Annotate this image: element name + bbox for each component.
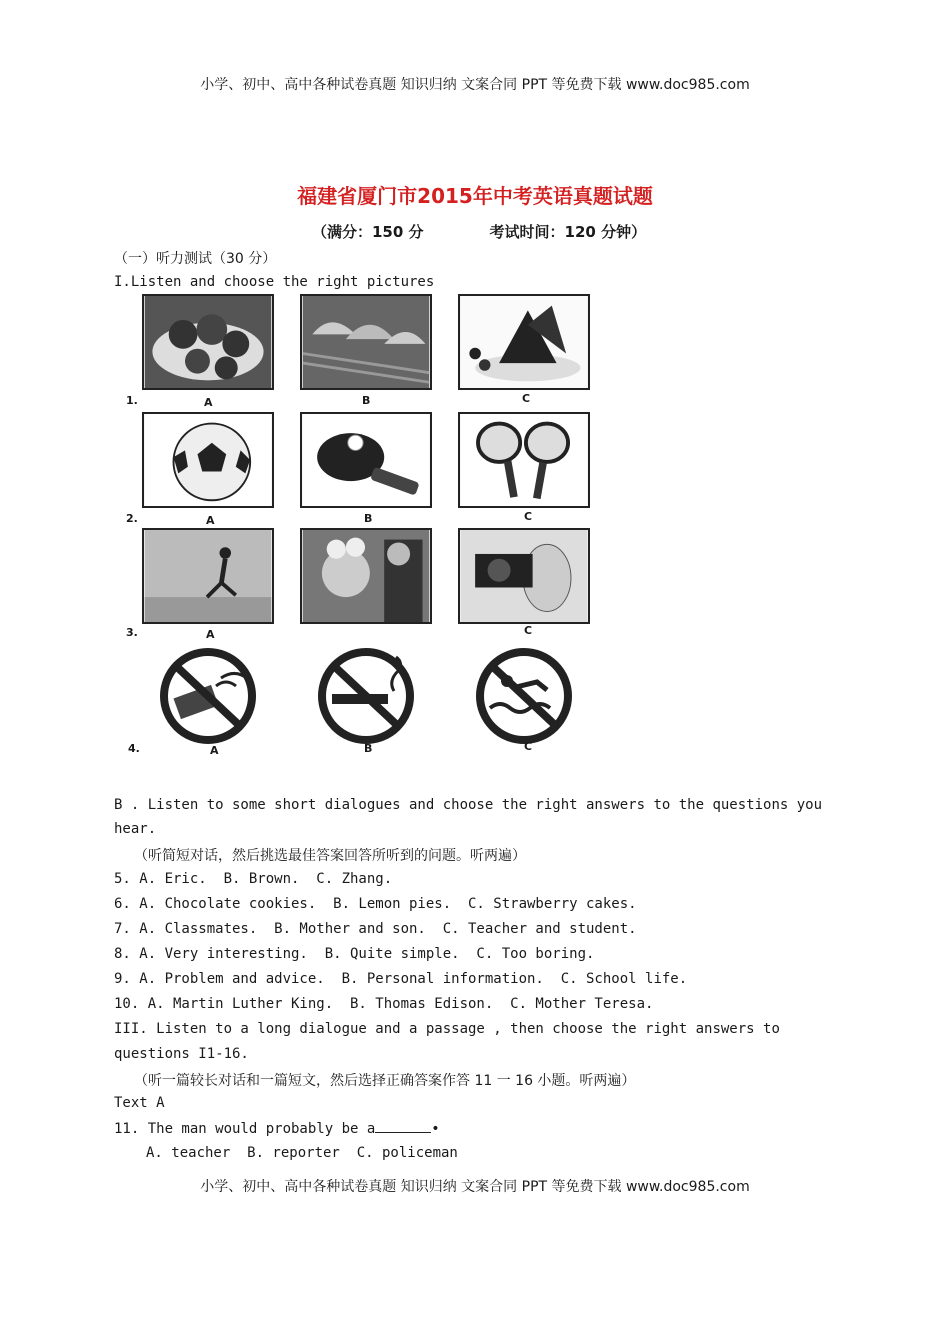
page-title: 福建省厦门市2015年中考英语真题试题 — [297, 184, 653, 208]
picture-label: A — [206, 628, 215, 641]
exam-time: 考试时间：120 分钟） — [489, 223, 647, 241]
question-10: 10. A. Martin Luther King. B. Thomas Edison. C. Mother Teresa. — [114, 996, 654, 1012]
picture-label: B — [362, 394, 371, 407]
row-number: 3. — [126, 626, 138, 639]
question-7: 7. A. Classmates. B. Mother and son. C. Teacher and student. — [114, 921, 637, 937]
picture-label: C — [524, 510, 533, 523]
picture-1c-zongzi — [458, 294, 590, 390]
picture-1b-dumplings — [300, 294, 432, 390]
question-5: 5. A. Eric. B. Brown. C. Zhang. — [114, 871, 393, 887]
part3-instruction: III. Listen to a long dialogue and a passage , then choose the right answers to — [114, 1021, 780, 1037]
picture-label: B — [364, 742, 373, 755]
question-11-end: • — [431, 1121, 440, 1137]
picture-2b-ping-pong — [300, 412, 432, 508]
answer-blank — [375, 1120, 431, 1133]
picture-3c-photographer — [458, 528, 590, 624]
picture-2a-soccer-ball — [142, 412, 274, 508]
picture-label: C — [524, 740, 533, 753]
partB-note: （听简短对话，然后挑选最佳答案回答所听到的问题。听两遍） — [134, 848, 526, 864]
picture-3a-runner — [142, 528, 274, 624]
row-number: 4. — [128, 742, 140, 755]
picture-label: A — [210, 744, 219, 757]
question-11-options: A. teacher B. reporter C. policeman — [146, 1145, 458, 1161]
part3-note: （听一篇较长对话和一篇短文，然后选择正确答案作答 11 一 16 小题。听两遍） — [134, 1073, 636, 1089]
picture-label: B — [364, 512, 373, 525]
picture-label: C — [524, 624, 533, 637]
picture-4c-no-swimming-sign — [462, 646, 586, 746]
picture-label: A — [204, 396, 213, 409]
picture-2c-tennis-rackets — [458, 412, 590, 508]
picture-label: A — [206, 514, 215, 527]
page-header: 小学、初中、高中各种试卷真题 知识归纳 文案合同 PPT 等免费下载 www.doc985.com — [200, 77, 750, 93]
part1-instruction: I.Listen and choose the right pictures — [114, 274, 435, 290]
partB-instruction-cont: hear. — [114, 821, 157, 837]
question-6: 6. A. Chocolate cookies. B. Lemon pies. C. Strawberry cakes. — [114, 896, 637, 912]
section-listening: （一）听力测试（30 分） — [114, 251, 277, 267]
picture-4b-no-smoking-sign — [304, 646, 428, 746]
picture-1a-mooncakes — [142, 294, 274, 390]
picture-3b-makeup-artist — [300, 528, 432, 624]
row-number: 1. — [126, 394, 138, 407]
full-score: （满分：150 分 — [312, 223, 424, 241]
question-8: 8. A. Very interesting. B. Quite simple. C. Too boring. — [114, 946, 595, 962]
row-number: 2. — [126, 512, 138, 525]
question-11 — [114, 1120, 440, 1137]
partB-instruction: B . Listen to some short dialogues and choose the right answers to the questions you — [114, 797, 823, 813]
question-9: 9. A. Problem and advice. B. Personal information. C. School life. — [114, 971, 688, 987]
text-a-heading: Text A — [114, 1095, 165, 1111]
picture-grid — [122, 290, 602, 760]
question-11-stem: 11. The man would probably be a — [114, 1121, 376, 1137]
picture-4a-no-phones-sign — [146, 646, 270, 746]
page-footer: 小学、初中、高中各种试卷真题 知识归纳 文案合同 PPT 等免费下载 www.doc985.com — [200, 1179, 750, 1195]
exam-info — [312, 221, 712, 242]
picture-label: C — [522, 392, 531, 405]
part3-instruction-cont: questions I1-16. — [114, 1046, 249, 1062]
